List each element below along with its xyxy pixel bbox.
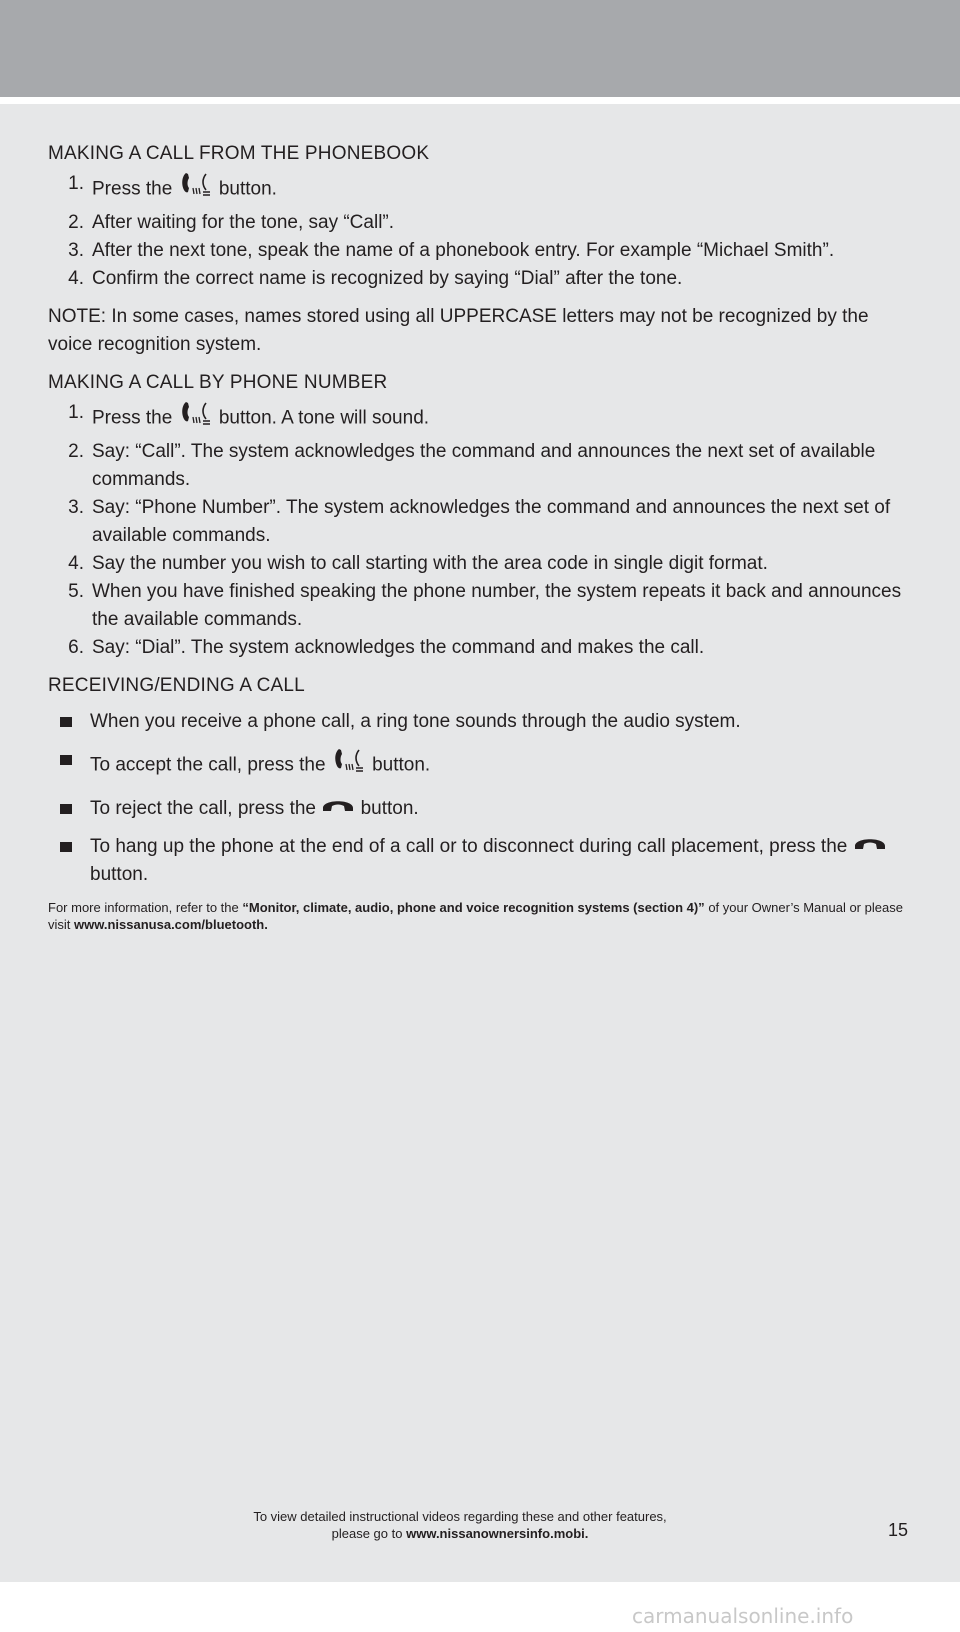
bullet-square (60, 755, 72, 765)
step-number: 5. (68, 581, 84, 602)
bullet-square (60, 842, 72, 852)
bottom-note-line (220, 1525, 700, 1542)
step-text: button. (218, 178, 277, 200)
top-band (0, 0, 960, 97)
list-item (48, 209, 908, 237)
phone-voice-icon (331, 746, 367, 785)
list-item (48, 550, 908, 578)
step-text: Press the (92, 178, 173, 200)
step-number: 1. (68, 173, 84, 194)
step-text: Say: “Dial”. The system acknowledges the command and makes the call. (92, 637, 705, 658)
list-item (48, 237, 908, 265)
bullet-text: button. (360, 798, 419, 820)
receiving-bullets (48, 708, 908, 889)
bottom-note-url-link[interactable]: www.nissanownersinfo.mobi. (406, 1526, 589, 1541)
step-text: Say: “Call”. The system acknowledges the command and announces the next set of available commands. (92, 441, 876, 490)
phone-number-steps (48, 399, 908, 662)
footnote-text: of your Owner’s Manual or please visit (48, 900, 903, 933)
list-item (48, 438, 908, 494)
phone-voice-icon (178, 399, 214, 438)
step-number: 6. (68, 637, 84, 658)
list-item (48, 399, 908, 438)
note-paragraph: NOTE: In some cases, names stored using all UPPERCASE letters may not be recognized by the voice recognition system. (48, 306, 869, 355)
list-item (48, 833, 908, 889)
step-number: 4. (68, 553, 84, 574)
footnote (48, 899, 908, 933)
step-text: button. A tone will sound. (218, 407, 430, 429)
step-number: 2. (68, 441, 84, 462)
step-text: After waiting for the tone, say “Call”. (92, 212, 395, 233)
page-number: 15 (888, 1520, 909, 1540)
bullet-text: To reject the call, press the (90, 798, 316, 820)
step-number: 1. (68, 402, 84, 423)
page-content (48, 140, 908, 933)
top-band-edge (0, 97, 960, 104)
hang-up-icon (321, 795, 355, 823)
phonebook-steps (48, 170, 908, 293)
section-heading-receiving: RECEIVING/ENDING A CALL (48, 675, 305, 696)
step-text: Confirm the correct name is recognized by saying “Dial” after the tone. (92, 268, 683, 289)
bottom-note-text: please go to (331, 1526, 403, 1541)
bullet-text: When you receive a phone call, a ring tone sounds through the audio system. (90, 711, 741, 732)
step-number: 3. (68, 240, 84, 261)
step-number: 4. (68, 268, 84, 289)
bullet-text: button. (90, 864, 149, 886)
bullet-square (60, 717, 72, 727)
step-number: 2. (68, 212, 84, 233)
bullet-text: To accept the call, press the (90, 754, 326, 776)
step-text: Press the (92, 407, 173, 429)
watermark: carmanualsonline.info (632, 1604, 854, 1628)
step-text: Say the number you wish to call starting with the area code in single digit format. (92, 553, 768, 574)
step-text: Say: “Phone Number”. The system acknowledges the command and announces the next set of available commands. (92, 497, 891, 546)
bottom-note (220, 1508, 700, 1542)
list-item (48, 708, 908, 736)
phone-voice-icon (178, 170, 214, 209)
list-item (48, 265, 908, 293)
footnote-url-link[interactable]: www.nissanusa.com/bluetooth. (74, 917, 268, 933)
bullet-text: button. (372, 754, 431, 776)
step-text: When you have finished speaking the phone number, the system repeats it back and announces the available commands. (92, 581, 902, 630)
footnote-text: For more information, refer to the (48, 900, 239, 916)
list-item (48, 578, 908, 634)
bullet-square (60, 804, 72, 814)
bottom-note-line: To view detailed instructional videos regarding these and other features, (253, 1509, 667, 1524)
section-heading-phone-number: MAKING A CALL BY PHONE NUMBER (48, 372, 388, 393)
list-item (48, 170, 908, 209)
bullet-text: To hang up the phone at the end of a call or to disconnect during call placement, press the (90, 836, 848, 858)
hang-up-icon (853, 833, 887, 861)
footnote-reference: “Monitor, climate, audio, phone and voice recognition systems (section 4)” (242, 900, 705, 916)
list-item (48, 795, 908, 823)
list-item (48, 746, 908, 785)
list-item (48, 634, 908, 662)
list-item (48, 494, 908, 550)
section-heading-phonebook: MAKING A CALL FROM THE PHONEBOOK (48, 143, 430, 164)
step-text: After the next tone, speak the name of a phonebook entry. For example “Michael Smith”. (92, 240, 835, 261)
step-number: 3. (68, 497, 84, 518)
